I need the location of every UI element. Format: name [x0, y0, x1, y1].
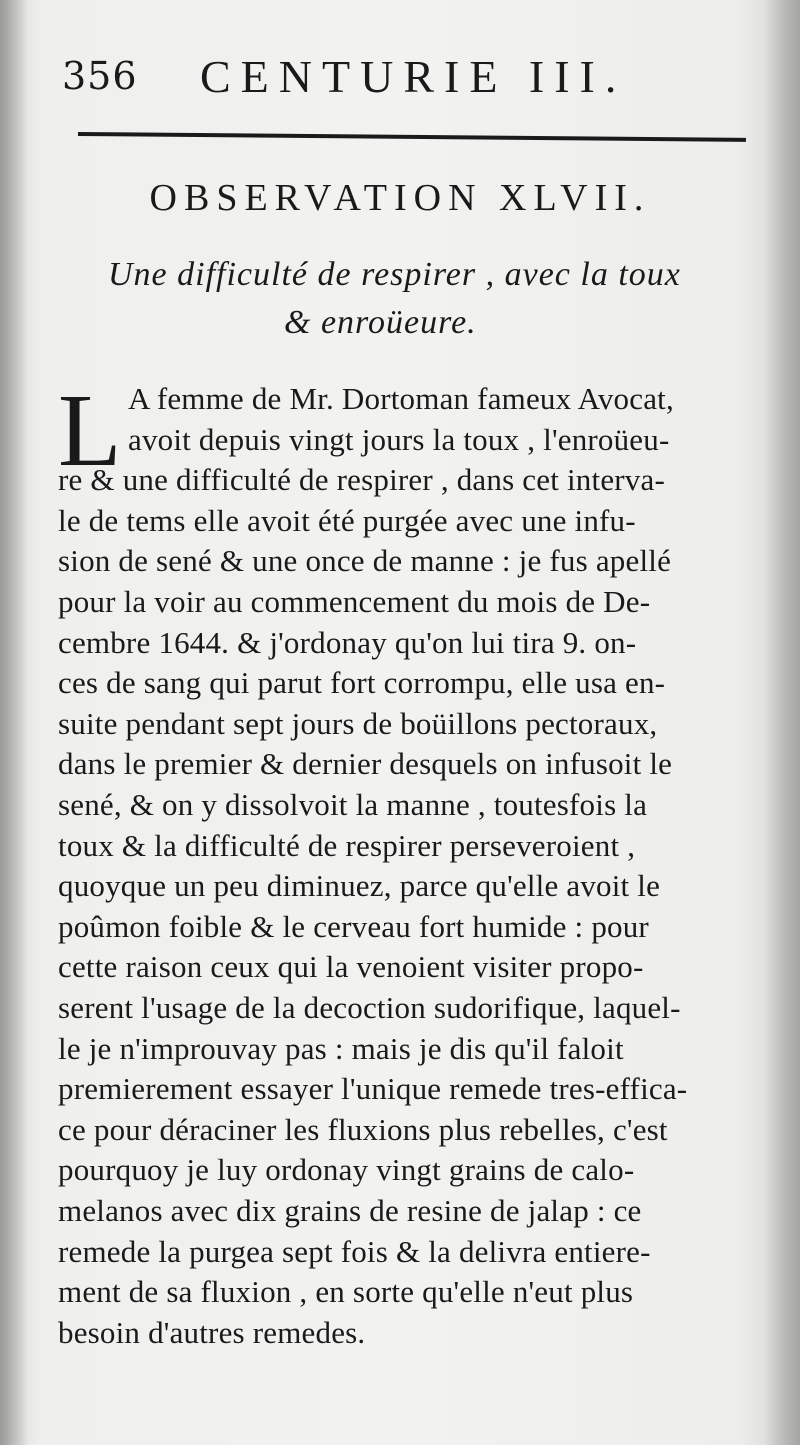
body-line: sion de sené & une once de manne : je fus apellé	[58, 543, 672, 579]
body-line: A femme de Mr. Dortoman fameux Avocat,	[128, 381, 674, 416]
body-line: poûmon foible & le cerveau fort humide : pour	[58, 908, 649, 944]
body-line: avoit depuis vingt jours la toux , l'enroüeu-	[128, 421, 670, 457]
page-header	[62, 48, 742, 104]
body-line: toux & la difficulté de respirer perseveroient ,	[58, 827, 636, 863]
body-line: suite pendant sept jours de boüillons pectoraux,	[58, 705, 658, 741]
observation-subtitle-line-1: Une difficulté de respirer , avec la toux	[108, 256, 681, 293]
body-line: cembre 1644. & j'ordonay qu'on lui tira 9. on-	[58, 624, 637, 660]
body-line: besoin d'autres remedes.	[58, 1314, 366, 1350]
page-number: 356	[62, 54, 138, 98]
body-line: ces de sang qui parut fort corrompu, elle usa en-	[58, 665, 666, 701]
body-line: cette raison ceux qui la venoient visiter propo-	[58, 949, 644, 985]
body-line: pourquoy je luy ordonay vingt grains de calo-	[58, 1152, 635, 1188]
body-line: premierement essayer l'unique remede tres-effica-	[58, 1071, 688, 1107]
body-line: le je n'improuvay pas : mais je dis qu'il faloit	[58, 1030, 624, 1066]
body-line: melanos avec dix grains de resine de jalap : ce	[58, 1193, 642, 1228]
body-line: sené, & on y dissolvoit la manne , toutesfois la	[58, 787, 648, 822]
body-line: ment de sa fluxion , en sorte qu'elle n'eut plus	[58, 1274, 634, 1310]
body-line: serent l'usage de la decoction sudorifique, laquel-	[58, 990, 681, 1025]
body-line: dans le premier & dernier desquels on infusoit le	[58, 746, 673, 782]
running-head: CENTURIE III.	[200, 51, 627, 102]
observation-title: OBSERVATION XLVII.	[149, 177, 651, 219]
body-line: pour la voir au commencement du mois de De-	[58, 584, 651, 619]
body-line: ce pour déraciner les fluxions plus rebelles, c'est	[58, 1111, 668, 1147]
body-line: le de tems elle avoit été purgée avec une infu-	[58, 502, 636, 538]
observation-subtitle-line-2: & enroüeure.	[284, 304, 477, 341]
body-line: re & une difficulté de respirer , dans cet interva-	[58, 462, 665, 498]
body-line: remede la purgea sept fois & la delivra entiere-	[58, 1233, 651, 1269]
body-line: quoyque un peu diminuez, parce qu'elle avoit le	[58, 868, 661, 904]
drop-cap: L	[58, 373, 122, 488]
header-rule	[78, 132, 746, 142]
